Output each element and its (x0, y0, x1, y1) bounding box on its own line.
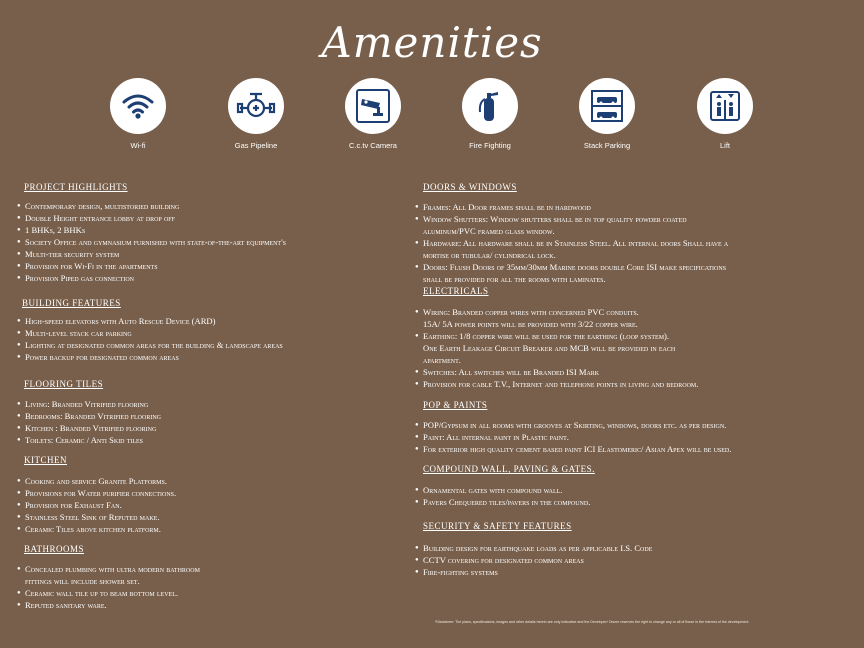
list-item: 15A/ 5A power points will be provided with 3/22 copper wire. (423, 319, 638, 329)
list-item: ● Stainless Steel Sink of Reputed make. (17, 511, 176, 523)
cctv-camera-icon (345, 78, 401, 134)
kitchen-list (17, 475, 176, 535)
amenity-fire-fighting (435, 78, 545, 150)
list-item: ● Fire-fighting systems (415, 566, 652, 578)
list-item: ● Ceramic wall tile up to beam bottom level. (17, 587, 200, 599)
amenity-gas-pipeline (201, 78, 311, 150)
list-item: ● Ornamental gates with compound wall. (415, 484, 590, 496)
amenity-label: Lift (719, 141, 730, 150)
doors-windows-heading: DOORS & WINDOWS (423, 182, 517, 192)
list-item: ● Frames: All Door frames shall be in hardwood (415, 201, 728, 213)
amenities-icon-row (0, 78, 864, 158)
list-item: mortise or tubular/ cylindrical lock. (423, 250, 556, 260)
flooring-tiles-list (17, 398, 161, 446)
wifi-icon (110, 78, 166, 134)
list-item: ● Wiring: Branded copper wires with concerned PVC conduits. (415, 306, 698, 318)
project-highlights-heading: PROJECT HIGHLIGHTS (24, 182, 128, 192)
list-item: ● Ceramic Tiles above kitchen platform. (17, 523, 176, 535)
disclaimer-text: *Disclaimer: The plans, specifications, images and other details herein are only indicative and the Developer/ Owner reserves the right to change any or all of these in the interest of the development. (435, 620, 750, 624)
compound-wall-heading: COMPOUND WALL, PAVING & GATES. (423, 464, 595, 474)
list-item: ● Paint: All internal paint in Plastic paint. (415, 431, 731, 443)
list-item: fittings will include shower set. (25, 576, 140, 586)
list-item: ● Double Height entrance lobby at drop off (17, 212, 286, 224)
list-item: ● Provision Piped gas connection (17, 272, 286, 284)
list-item: ● Switches: All switches will be Branded ISI Mark (415, 366, 698, 378)
stack-parking-icon (579, 78, 635, 134)
doors-windows-list (415, 201, 728, 285)
gas-pipeline-icon (228, 78, 284, 134)
list-item: ● Doors: Flush Doors of 35mm/30mm Marine doors double Core ISI make specifications (415, 261, 728, 273)
list-item: ● Provision for Wi-Fi in the apartments (17, 260, 286, 272)
list-item: ● Building design for earthquake loads as per applicable I.S. Code (415, 542, 652, 554)
list-item: ● Multi-tier security system (17, 248, 286, 260)
amenity-label: C.c.tv Camera (349, 141, 397, 150)
building-features-heading: BUILDING FEATURES (22, 298, 121, 308)
list-item: ● Pavers Chequered tiles/pavers in the compound. (415, 496, 590, 508)
list-item: ● Earthing: 1/8 copper wire will be used for the earthing (loop system). (415, 330, 698, 342)
kitchen-heading: KITCHEN (24, 455, 67, 465)
list-item: ● Provision for Exhaust Fan. (17, 499, 176, 511)
amenity-label: Wi-fi (130, 141, 146, 150)
list-item: ● Reputed sanitary ware. (17, 599, 200, 611)
list-item: ● 1 BHKs, 2 BHKs (17, 224, 286, 236)
compound-wall-list (415, 484, 590, 508)
lift-icon (697, 78, 753, 134)
amenity-label: Fire Fighting (469, 141, 511, 150)
list-item: aluminum/PVC framed glass window. (423, 226, 555, 236)
building-features-list (17, 315, 283, 363)
list-item: ● High-speed elevators with Auto Rescue Device (ARD) (17, 315, 283, 327)
list-item: ● Provision for cable T.V., Internet and telephone points in living and bedroom. (415, 378, 698, 390)
list-item: ● For exterior high quality cement based paint ICI Elastomeric/ Asian Apex will be used. (415, 443, 731, 455)
amenity-wifi (83, 78, 193, 150)
electricals-list (415, 306, 698, 390)
list-item: ● Toilets: Ceramic / Anti Skid tiles (17, 434, 161, 446)
list-item: ● Hardware: All hardware shall be in Stainless Steel. All internal doors Shall have a (415, 237, 728, 249)
amenity-label: Stack Parking (583, 141, 631, 150)
bathrooms-list (17, 563, 200, 611)
fire-extinguisher-icon (462, 78, 518, 134)
electricals-heading: ELECTRICALS (423, 286, 489, 296)
amenity-lift (670, 78, 780, 150)
bathrooms-heading: BATHROOMS (24, 544, 85, 554)
list-item: ● POP/Gypsum in all rooms with grooves at Skirting, windows, doors etc. as per design. (415, 419, 731, 431)
amenity-label: Gas Pipeline (234, 141, 278, 150)
security-safety-heading: SECURITY & SAFETY FEATURES (423, 521, 572, 531)
list-item: ● Provisions for Water purifier connections. (17, 487, 176, 499)
list-item: One Earth Leakage Circuit Breaker and MCB will be provided in each (423, 343, 676, 353)
amenity-stack-parking (552, 78, 662, 150)
list-item: apartment. (423, 355, 461, 365)
list-item: ● Window Shutters: Window shutters shall be in top quality powder coated (415, 213, 728, 225)
list-item: ● Kitchen : Branded Vitrified flooring (17, 422, 161, 434)
list-item: ● Contemporary design, multistoried building (17, 200, 286, 212)
security-safety-list (415, 542, 652, 578)
list-item: ● Lighting at designated common areas for the building & landscape areas (17, 339, 283, 351)
list-item: shall be provided for all the rooms with laminates. (423, 274, 606, 284)
flooring-tiles-heading: FLOORING TILES (24, 379, 104, 389)
list-item: ● CCTV covering for designated common areas (415, 554, 652, 566)
list-item: ● Multi-level stack car parking (17, 327, 283, 339)
list-item: ● Society Office and gymnasium furnished with state-of-the-art equipment's (17, 236, 286, 248)
list-item: ● Bedrooms: Branded Vitrified flooring (17, 410, 161, 422)
project-highlights-list (17, 200, 286, 284)
pop-paints-heading: POP & PAINTS (423, 400, 488, 410)
list-item: ● Power backup for designated common areas (17, 351, 283, 363)
amenity-cctv (318, 78, 428, 150)
list-item: ● Cooking and service Granite Platforms. (17, 475, 176, 487)
page-title: Amenities (321, 18, 543, 67)
list-item: ● Concealed plumbing with ultra modern bathroom (17, 563, 200, 575)
list-item: ● Living: Branded Vitrified flooring (17, 398, 161, 410)
pop-paints-list (415, 419, 731, 455)
